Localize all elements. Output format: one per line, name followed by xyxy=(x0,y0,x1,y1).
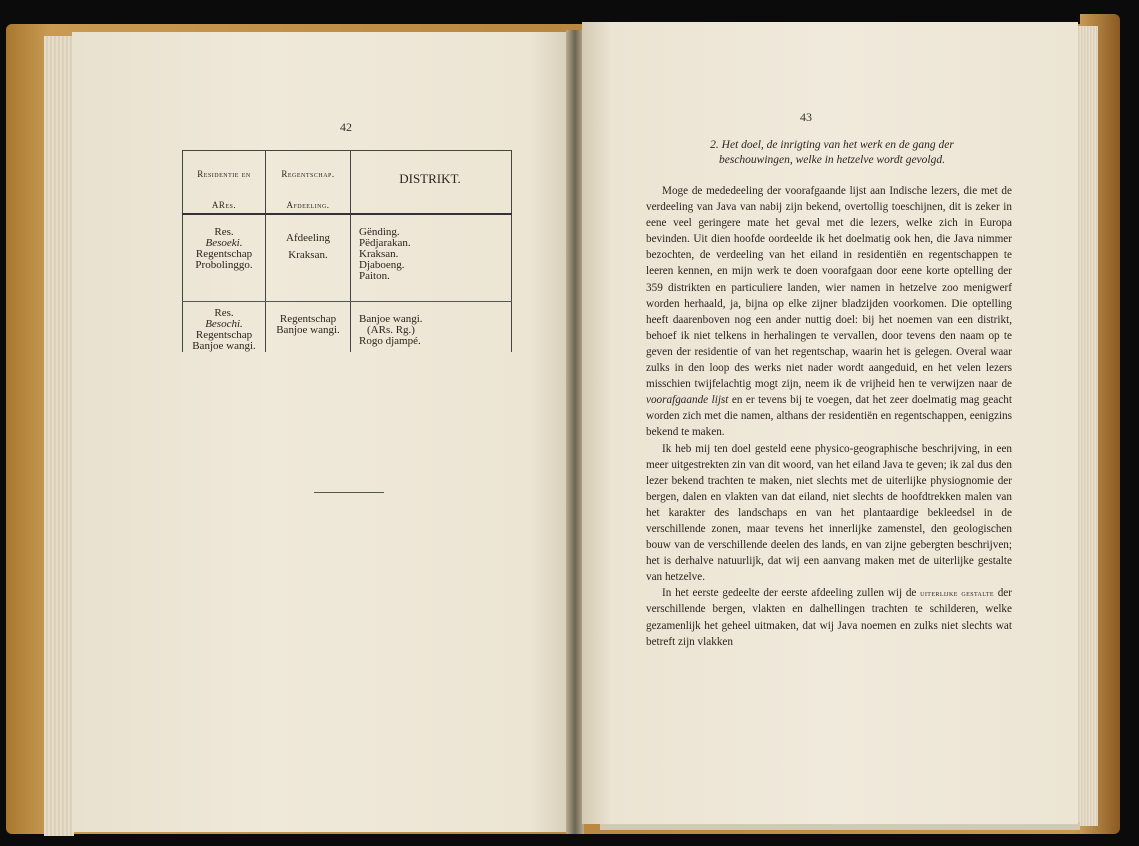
body-text xyxy=(646,183,1012,650)
page-number-left: 42 xyxy=(340,120,352,134)
paragraph: Moge de mededeeling der voorafgaande lijst aan Indische lezers, die met de verdeeling van Java van nabij zijn bekend, overtollig toeschijnen, dit is zeker in eene veel geringere mate het geval met die lezers, welke zich in Europa bevinden. Uit dien hoofde oordeelde ik het doelmatig ook hen, die Java nimmer bezochten, de verdeeling van het eiland in residentiën en regentschappen te leeren kennen, en mijn werk te doen voorafgaan door eene korte optelling der 359 distrikten en particuliere landen, wier namen in hetzelve zoo menigwerf worden herhaald, ja, bijna op elke zijner bladzijden voorkomen. Die optelling heeft daarenboven nog een ander nuttig doel: bij het noemen van een distrikt, behoef ik niet telkens in herhalingen te vervallen, door tevens den naam op te geven der residentie of van het regentschap, waarin het is gelegen. Overal waar zulks in den loop des werks niet nader wordt aangeduid, en het velen lezers misschien twijfelachtig mogt zijn, neem ik de vrijheid hen te verwijzen naar de voorafgaande lijst en er tevens bij te voegen, dat het zeer doelmatig mag geacht worden zich met die namen, althans der residentiën en regentschappen, eenigzins bekend te maken. xyxy=(646,185,1012,439)
section-heading: 2. Het doel, de inrigting van het werk en de gang der beschouwingen, welke in hetzelve wordt gevolgd. xyxy=(710,139,954,166)
header-regentschap: Regentschap. Afdeeling. xyxy=(266,151,351,215)
cell-distrikt: Banjoe wangi. (ARs. Rg.) Rogo djampé. xyxy=(351,302,512,353)
header-residentie: Residentie en ARes. xyxy=(183,151,266,215)
table-row xyxy=(183,302,512,353)
cell-residentie: Res. Besoeki. Regentschap Probolinggo. xyxy=(183,214,266,302)
page-edges-right xyxy=(1076,26,1098,826)
section-divider xyxy=(314,492,384,493)
district-table xyxy=(182,150,512,352)
cell-distrikt: Gënding. Pëdjarakan. Kraksan. Djaboeng. Paiton. xyxy=(351,214,512,302)
table-row xyxy=(183,214,512,302)
paragraph: In het eerste gedeelte der eerste afdeeling zullen wij de uiterlijke gestalte der verschillende bergen, vlakten en dalhellingen trachten te schilderen, welke gezamenlijk het geheel uitmaken, dat wij Java noemen en zulks niet slechts wat betreft zijn vlakken xyxy=(646,587,1012,648)
right-page xyxy=(582,22,1078,824)
left-page xyxy=(72,32,568,832)
cell-regentschap: Regentschap Banjoe wangi. xyxy=(266,302,351,353)
page-number-right: 43 xyxy=(800,110,812,124)
header-distrikt: DISTRIKT. xyxy=(351,151,512,215)
page-edges-left xyxy=(44,36,74,836)
paragraph: Ik heb mij ten doel gesteld eene physico-geographische beschrijving, in een meer uitgestrekten zin van dit woord, van het eiland Java te geven; ik zal dus den lezer bekend trachten te maken, niet slechts met de uiterlijke physiognomie der bergen, dalen en vlakten van dat eiland, niet slechts de hoofdtrekken malen van het karakter des landschaps en van het plantaardige bekleedsel in de verschillende zonen, maar tevens het innerlijke zamenstel, den geologischen bouw van de verschillende deelen des lands, en van zijne gebergten beschrijven; het is derhalve natuurlijk, dat wij een aanvang maken met de uiterlijke gestalte van hetzelve. xyxy=(646,442,1012,584)
cell-regentschap: Afdeeling Kraksan. xyxy=(266,214,351,302)
cell-residentie: Res. Besochi. Regentschap Banjoe wangi. xyxy=(183,302,266,353)
